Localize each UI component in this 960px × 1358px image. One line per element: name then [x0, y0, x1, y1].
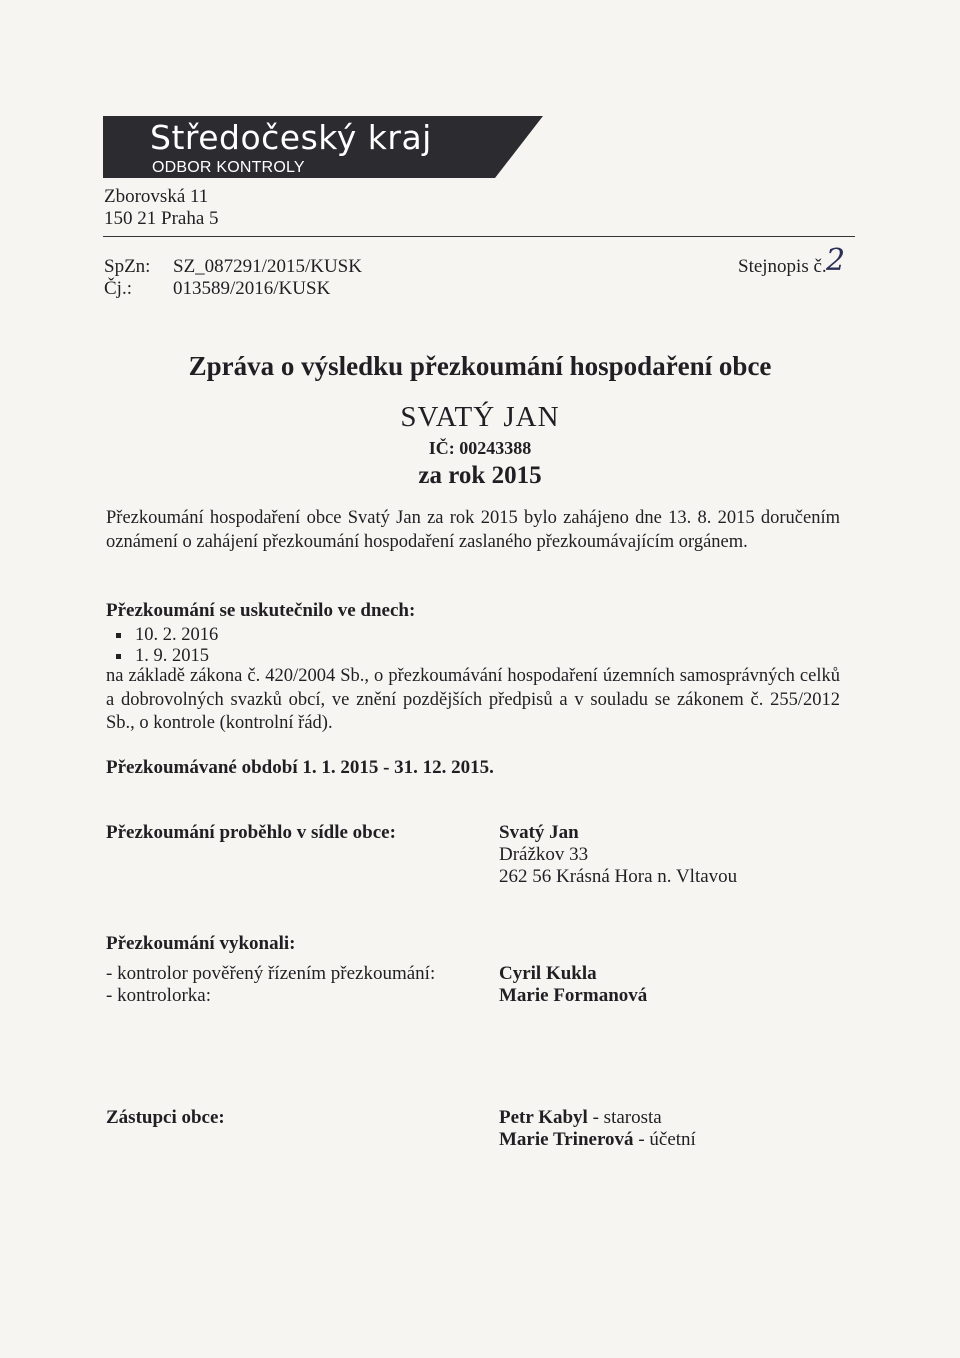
date-item [116, 645, 209, 667]
cj-label: Čj.: [104, 278, 132, 299]
logo-subtitle: ODBOR KONTROLY [152, 159, 305, 176]
review-year: za rok 2015 [418, 462, 542, 489]
stejnopis-label: Stejnopis č. [738, 256, 827, 277]
reviewer-role-assistant: - kontrolorka: [106, 985, 212, 1006]
spzn-value: SZ_087291/2015/KUSK [173, 256, 362, 277]
location-city: 262 56 Krásná Hora n. Vltavou [499, 866, 738, 887]
bullet-icon [116, 654, 121, 659]
spzn-label: SpZn: [104, 256, 151, 277]
logo-title: Středočeský kraj [150, 118, 432, 157]
bullet-icon [116, 633, 121, 638]
review-period: Přezkoumávané období 1. 1. 2015 - 31. 12. 2015. [106, 757, 494, 778]
location-label: Přezkoumání proběhlo v sídle obce: [106, 822, 396, 843]
representative-role: - starosta [587, 1107, 662, 1128]
location-street: Drážkov 33 [499, 844, 589, 865]
date-item [116, 624, 218, 646]
company-id: IČ: 00243388 [428, 438, 532, 458]
representative-name: Marie Trinerová [499, 1129, 634, 1150]
date-value: 1. 9. 2015 [135, 646, 209, 666]
reviewer-role-lead: - kontrolor pověřený řízením přezkoumání: [106, 963, 436, 984]
representative-mayor [499, 1107, 662, 1129]
representatives-label: Zástupci obce: [106, 1107, 225, 1128]
handwritten-copy-number: 2 [826, 243, 846, 278]
address-street: Zborovská 11 [104, 186, 209, 207]
representative-role: - účetní [633, 1129, 696, 1150]
cj-value: 013589/2016/KUSK [173, 278, 331, 299]
intro-paragraph: Přezkoumání hospodaření obce Svatý Jan za rok 2015 bylo zahájeno dne 13. 8. 2015 doručením oznámení o zahájení přezkoumání hospodaření zaslaného přezkoumávajícím orgánem. [106, 508, 840, 552]
dates-heading: Přezkoumání se uskutečnilo ve dnech: [106, 600, 416, 621]
location-name: Svatý Jan [499, 822, 579, 843]
reviewer-name-lead: Cyril Kukla [499, 963, 597, 984]
reviewer-name-assistant: Marie Formanová [499, 985, 648, 1006]
representative-name: Petr Kabyl [499, 1107, 588, 1128]
header-divider [103, 236, 855, 237]
municipality-name: SVATÝ JAN [400, 401, 560, 433]
representative-accountant [499, 1129, 696, 1151]
legal-basis-paragraph: na základě zákona č. 420/2004 Sb., o přezkoumávání hospodaření územních samosprávných celků a dobrovolných svazků obcí, ve znění pozdějších předpisů a v souladu se zákonem č. 255/2012 Sb., o kontrole (kontrolní řád). [106, 666, 840, 733]
reviewers-heading: Přezkoumání vykonali: [106, 933, 296, 954]
document-title: Zpráva o výsledku přezkoumání hospodaření obce [188, 351, 772, 381]
date-value: 10. 2. 2016 [135, 625, 219, 645]
address-city: 150 21 Praha 5 [104, 208, 219, 229]
